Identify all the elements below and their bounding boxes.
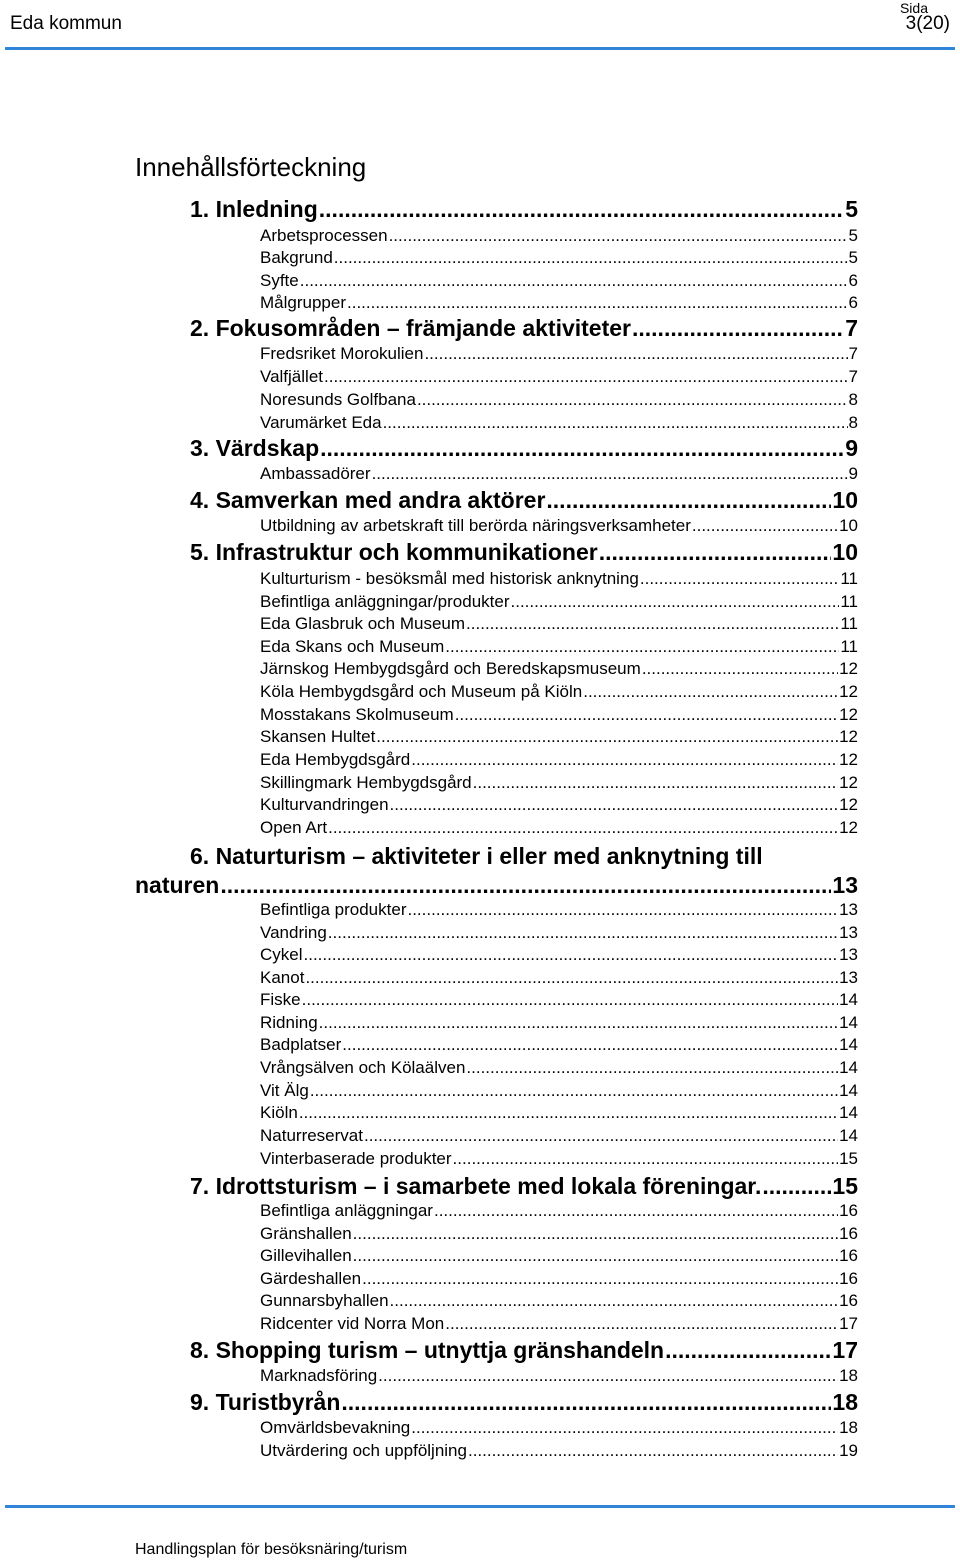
toc-entry-page: 14 [839, 1035, 858, 1054]
toc-entry-title: Gillevihallen [260, 1246, 352, 1265]
page-label: Sida [899, 0, 928, 16]
toc-entry-page: 6 [848, 293, 858, 312]
dot-leader [353, 1246, 838, 1266]
toc-entry-page: 16 [839, 1291, 858, 1310]
toc-entry-page: 16 [839, 1201, 858, 1220]
toc-subsection-entry[interactable] [260, 727, 858, 747]
toc-entry-title: 9. Turistbyrån [190, 1389, 341, 1415]
dot-leader [546, 487, 831, 514]
toc-entry-title: 4. Samverkan med andra aktörer [190, 487, 546, 513]
toc-subsection-entry[interactable] [260, 293, 858, 313]
toc-entry-title: Köla Hembygdsgård och Museum på Kiöln [260, 682, 583, 701]
dot-leader [362, 1269, 838, 1289]
toc-entry-page: 14 [839, 1103, 858, 1122]
toc-entry-title: Kulturturism - besöksmål med historisk anknytning [260, 569, 639, 588]
dot-leader [390, 795, 839, 815]
toc-subsection-entry[interactable] [260, 968, 858, 988]
toc-subsection-entry[interactable] [260, 773, 858, 793]
dot-leader [665, 1337, 831, 1364]
dot-leader [342, 1035, 838, 1055]
toc-entry-title: Befintliga anläggningar/produkter [260, 592, 510, 611]
toc-entry-title: Eda Glasbruk och Museum [260, 614, 466, 633]
toc-subsection-entry[interactable] [260, 1246, 858, 1266]
toc-entry-page: 13 [832, 872, 858, 898]
toc-entry-title: Gärdeshallen [260, 1269, 362, 1288]
toc-entry-page: 14 [839, 1013, 858, 1032]
dot-leader [324, 367, 848, 387]
toc-entry-title: Omvärldsbevakning [260, 1418, 411, 1437]
toc-entry-page: 16 [839, 1269, 858, 1288]
toc-entry-title: Kulturvandringen [260, 795, 389, 814]
toc-entry-page: 12 [839, 818, 858, 837]
dot-leader [302, 990, 838, 1010]
toc-entry-page: 12 [839, 682, 858, 701]
toc-entry-title: Kiöln [260, 1103, 298, 1122]
toc-entry-page: 11 [840, 569, 858, 588]
toc-entry-title: naturen [135, 872, 220, 898]
toc-section-entry[interactable] [190, 1337, 858, 1364]
toc-entry-page: 6 [848, 271, 858, 290]
toc-entry-title: 2. Fokusområden – främjande aktiviteter [190, 315, 631, 341]
toc-entry-title: 5. Infrastruktur och kommunikationer [190, 539, 598, 565]
toc-entry-page: 12 [839, 705, 858, 724]
dot-leader [466, 1058, 838, 1078]
toc-subsection-entry[interactable] [260, 271, 858, 291]
toc-entry-page: 15 [832, 1173, 858, 1199]
dot-leader [468, 1441, 838, 1461]
toc-entry-page: 12 [839, 727, 858, 746]
dot-leader [692, 516, 838, 536]
toc-subsection-entry[interactable] [260, 248, 858, 268]
dot-leader [445, 637, 839, 657]
toc-entry-page: 13 [839, 900, 858, 919]
toc-entry-title: Utbildning av arbetskraft till berörda näringsverksamheter [260, 516, 691, 535]
toc-section-entry[interactable] [190, 196, 858, 223]
header-rule [5, 47, 955, 50]
toc-subsection-entry[interactable] [260, 1201, 858, 1221]
dot-leader [411, 750, 838, 770]
toc-entry-page: 16 [839, 1246, 858, 1265]
dot-leader [364, 1126, 838, 1146]
page-number: 3(20) [905, 13, 950, 34]
toc-entry-title: Gränshallen [260, 1224, 352, 1243]
dot-leader [407, 900, 838, 920]
dot-leader [762, 1173, 831, 1200]
toc-entry-page: 11 [840, 637, 858, 656]
toc-subsection-entry[interactable] [260, 795, 858, 815]
toc-entry-title: Cykel [260, 945, 303, 964]
toc-entry-title: Open Art [260, 818, 328, 837]
toc-entry-page: 12 [839, 659, 858, 678]
dot-leader [310, 1081, 838, 1101]
dot-leader [511, 592, 840, 612]
toc-entry-page: 14 [839, 1058, 858, 1077]
toc-subsection-entry[interactable] [260, 1441, 858, 1461]
toc-heading: Innehållsförteckning [135, 152, 367, 182]
dot-leader [389, 226, 848, 246]
toc-subsection-entry[interactable] [260, 637, 858, 657]
toc-subsection-entry[interactable] [260, 945, 858, 965]
toc-entry-page: 8 [848, 390, 858, 409]
dot-leader [599, 539, 832, 566]
dot-leader [328, 923, 838, 943]
dot-leader [304, 945, 839, 965]
dot-leader [319, 196, 844, 223]
toc-entry-page: 9 [848, 464, 858, 483]
dot-leader [453, 1149, 839, 1169]
toc-entry-page: 5 [848, 226, 858, 245]
toc-subsection-entry[interactable] [260, 818, 858, 838]
toc-subsection-entry[interactable] [260, 923, 858, 943]
toc-entry-page: 10 [839, 516, 858, 535]
toc-entry-page: 12 [839, 773, 858, 792]
toc-subsection-entry[interactable] [260, 990, 858, 1010]
toc-subsection-entry[interactable] [260, 705, 858, 725]
toc-entry-title: Fiske [260, 990, 301, 1009]
toc-entry-page: 19 [839, 1441, 858, 1460]
toc-entry-page: 7 [845, 315, 858, 341]
toc-entry-title: Varumärket Eda [260, 413, 382, 432]
dot-leader [383, 413, 848, 433]
toc-entry-title: Vandring [260, 923, 327, 942]
dot-leader [424, 344, 847, 364]
toc-subsection-entry[interactable] [260, 750, 858, 770]
dot-leader [632, 315, 844, 342]
toc-subsection-entry[interactable] [260, 1224, 858, 1244]
toc-subsection-entry[interactable] [260, 1291, 858, 1311]
toc-entry-title: Valfjället [260, 367, 323, 386]
toc-entry-page: 13 [839, 945, 858, 964]
toc-subsection-entry[interactable] [260, 1035, 858, 1055]
toc-subsection-entry[interactable] [260, 413, 858, 433]
toc-entry-page: 13 [839, 923, 858, 942]
dot-leader [328, 818, 838, 838]
toc-entry-title: 7. Idrottsturism – i samarbete med lokala föreningar. [190, 1173, 762, 1199]
toc-entry-title: Naturreservat [260, 1126, 363, 1145]
toc-entry-title: Vit Älg [260, 1081, 309, 1100]
toc-entry-title: Gunnarsbyhallen [260, 1291, 389, 1310]
toc-entry-page: 12 [839, 750, 858, 769]
toc-section-entry[interactable] [190, 487, 858, 514]
toc-entry-title: Ridcenter vid Norra Mon [260, 1314, 445, 1333]
toc-entry-page: 10 [832, 539, 858, 565]
dot-leader [378, 1366, 838, 1386]
toc-subsection-entry[interactable] [260, 390, 858, 410]
toc-subsection-entry[interactable] [260, 1126, 858, 1146]
toc-entry-title: Syfte [260, 271, 299, 290]
dot-leader [353, 1224, 838, 1244]
toc-entry-title: Eda Hembygdsgård [260, 750, 411, 769]
toc-entry-page: 16 [839, 1224, 858, 1243]
toc-subsection-entry[interactable] [260, 900, 858, 920]
toc-entry-title: Järnskog Hembygdsgård och Beredskapsmuseum [260, 659, 641, 678]
toc-subsection-entry[interactable] [260, 1058, 858, 1078]
toc-entry-title: 3. Värdskap [190, 435, 320, 461]
toc-entry-title: Eda Skans och Museum [260, 637, 445, 656]
dot-leader [445, 1314, 838, 1334]
toc-section-entry[interactable] [190, 539, 858, 566]
toc-section-entry[interactable] [190, 435, 858, 462]
dot-leader [434, 1201, 838, 1221]
dot-leader [347, 293, 848, 313]
toc-subsection-entry[interactable] [260, 1013, 858, 1033]
toc-entry-title[interactable]: 6. Naturturism – aktiviteter i eller med anknytning till [190, 843, 763, 869]
toc-entry-page: 14 [839, 1126, 858, 1145]
toc-entry-title: Marknadsföring [260, 1366, 378, 1385]
toc-subsection-entry[interactable] [260, 1314, 858, 1334]
toc-subsection-entry[interactable] [260, 592, 858, 612]
toc-entry-title: Fredsriket Morokulien [260, 344, 424, 363]
toc-entry-page: 11 [840, 614, 858, 633]
toc-entry-page: 10 [832, 487, 858, 513]
footer-rule [5, 1505, 955, 1508]
toc-subsection-entry[interactable] [260, 1103, 858, 1123]
toc-subsection-entry[interactable] [260, 226, 858, 246]
toc-section-entry[interactable] [190, 1173, 858, 1200]
dot-leader [376, 727, 838, 747]
dot-leader [299, 1103, 838, 1123]
dot-leader [466, 614, 839, 634]
toc-subsection-entry[interactable] [260, 1149, 858, 1169]
toc-entry-title: Bakgrund [260, 248, 333, 267]
toc-subsection-entry[interactable] [260, 1366, 858, 1386]
toc-entry-title: Befintliga produkter [260, 900, 407, 919]
dot-leader [411, 1418, 838, 1438]
toc-entry-title: Ambassadörer [260, 464, 371, 483]
toc-subsection-entry[interactable] [260, 344, 858, 364]
toc-subsection-entry[interactable] [260, 464, 858, 484]
toc-entry-title: Målgrupper [260, 293, 346, 312]
dot-leader [640, 569, 839, 589]
toc-entry-title: 1. Inledning [190, 196, 318, 222]
dot-leader [473, 773, 838, 793]
dot-leader [417, 390, 848, 410]
toc-entry-title: 8. Shopping turism – utnyttja gränshandeln [190, 1337, 665, 1363]
toc-entry-page: 9 [845, 435, 858, 461]
footer-text: Handlingsplan för besöksnäring/turism [135, 1541, 408, 1558]
toc-entry-title: Arbetsprocessen [260, 226, 388, 245]
dot-leader [300, 271, 848, 291]
toc-subsection-entry[interactable] [260, 659, 858, 679]
toc-entry-page: 17 [832, 1337, 858, 1363]
toc-entry-title: Badplatser [260, 1035, 342, 1054]
toc-subsection-entry[interactable] [260, 367, 858, 387]
toc-entry-page: 5 [848, 248, 858, 267]
dot-leader [341, 1389, 831, 1416]
toc-entry-page: 11 [840, 592, 858, 611]
toc-entry-title: Ridning [260, 1013, 318, 1032]
toc-entry-title: Skansen Hultet [260, 727, 376, 746]
toc-section-entry[interactable] [190, 315, 858, 342]
toc-entry-page: 7 [848, 344, 858, 363]
toc-entry-continued[interactable] [135, 872, 858, 899]
toc-entry-title: Mosstakans Skolmuseum [260, 705, 454, 724]
toc-entry-page: 7 [848, 367, 858, 386]
toc-entry-page: 14 [839, 1081, 858, 1100]
toc-subsection-entry[interactable] [260, 682, 858, 702]
dot-leader [455, 705, 838, 725]
toc-entry-page: 12 [839, 795, 858, 814]
toc-entry-title: Befintliga anläggningar [260, 1201, 433, 1220]
toc-entry-page: 8 [848, 413, 858, 432]
toc-entry-page: 18 [832, 1389, 858, 1415]
toc-subsection-entry[interactable] [260, 569, 858, 589]
toc-entry-page: 14 [839, 990, 858, 1009]
toc-entry-page: 18 [839, 1418, 858, 1437]
dot-leader [320, 435, 844, 462]
toc-entry-title: Skillingmark Hembygdsgård [260, 773, 472, 792]
toc-entry-page: 17 [839, 1314, 858, 1333]
toc-entry-title: Vrångsälven och Kölaälven [260, 1058, 466, 1077]
toc-entry-page: 18 [839, 1366, 858, 1385]
toc-entry-page: 5 [845, 196, 858, 222]
dot-leader [642, 659, 838, 679]
toc-section-entry[interactable] [190, 1389, 858, 1416]
toc-subsection-entry[interactable] [260, 614, 858, 634]
org-name: Eda kommun [10, 13, 122, 34]
toc-subsection-entry[interactable] [260, 1081, 858, 1101]
toc-subsection-entry[interactable] [260, 516, 858, 536]
toc-entry-title: Utvärdering och uppföljning [260, 1441, 467, 1460]
dot-leader [390, 1291, 839, 1311]
dot-leader [319, 1013, 838, 1033]
toc-subsection-entry[interactable] [260, 1269, 858, 1289]
toc-entry-title: Noresunds Golfbana [260, 390, 416, 409]
toc-subsection-entry[interactable] [260, 1418, 858, 1438]
toc-entry-page: 15 [839, 1149, 858, 1168]
dot-leader [305, 968, 838, 988]
dot-leader [334, 248, 848, 268]
toc-entry-page: 13 [839, 968, 858, 987]
toc-entry-title: Vinterbaserade produkter [260, 1149, 452, 1168]
dot-leader [583, 682, 838, 702]
dot-leader [220, 872, 831, 899]
dot-leader [372, 464, 848, 484]
toc-entry-title: Kanot [260, 968, 305, 987]
